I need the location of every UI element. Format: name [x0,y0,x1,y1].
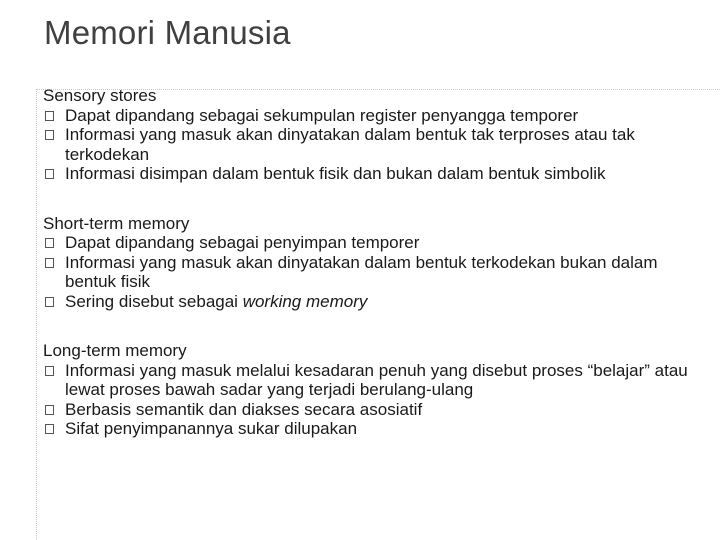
list-item-emphasis: working memory [242,291,368,311]
list-item-text: Informasi disimpan dalam bentuk fisik dan bukan dalam bentuk simbolik [65,164,606,183]
section-short-term-memory [43,214,713,312]
list-item-text: Informasi yang masuk melalui kesadaran penuh yang disebut proses “belajar” atau lewat proses bawah sadar yang terjadi berulang-ulang [65,360,688,399]
section-sensory-stores [43,86,713,184]
list-item [43,106,713,126]
list-item-text: Dapat dipandang sebagai penyimpan temporer [65,233,420,252]
list-item [43,400,713,420]
slide-body [43,86,713,469]
section-heading: Sensory stores [43,86,157,105]
section-heading: Short-term memory [43,213,190,233]
square-bullet-icon [45,111,54,121]
list-item-text: Sifat penyimpanannya sukar dilupakan [65,419,358,438]
list-item-text: Informasi yang masuk akan dinyatakan dalam bentuk tak terproses atau tak terkodekan [65,125,635,164]
square-bullet-icon [45,130,54,140]
square-bullet-icon [45,405,54,415]
list-item [43,233,713,253]
list-item [43,292,713,312]
section-heading: Long-term memory [43,341,187,360]
left-border-line [36,89,37,540]
list-item [43,164,713,184]
list-item [43,419,713,439]
square-bullet-icon [45,169,54,179]
list-item-text: Dapat dipandang sebagai sekumpulan register penyangga temporer [65,105,579,125]
list-item-text: Berbasis semantik dan diakses secara asosiatif [65,399,423,419]
list-item-text: Sering disebut sebagai [65,291,243,311]
square-bullet-icon [45,297,54,307]
square-bullet-icon [45,366,54,376]
slide-title: Memori Manusia [44,14,291,51]
section-long-term-memory [43,341,713,439]
square-bullet-icon [45,258,54,268]
square-bullet-icon [45,424,54,434]
list-item [43,361,713,400]
list-item [43,253,713,292]
list-item-text: Informasi yang masuk akan dinyatakan dalam bentuk terkodekan bukan dalam bentuk fisik [65,252,658,291]
list-item [43,125,713,164]
square-bullet-icon [45,238,54,248]
